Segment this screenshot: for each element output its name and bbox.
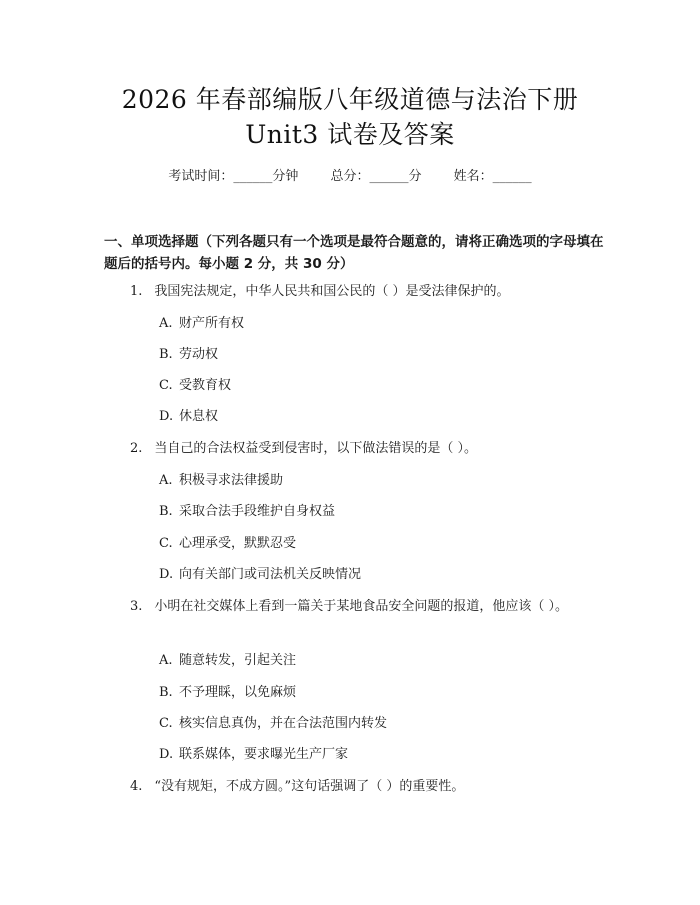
- question-number: 4.: [130, 779, 143, 794]
- option-3d: [159, 746, 348, 764]
- question-stem: 我国宪法规定，中华人民共和国公民的（ ）是受法律保护的。: [154, 284, 510, 299]
- option-text: 受教育权: [179, 378, 232, 393]
- option-text: 劳动权: [179, 347, 219, 362]
- exam-info-row: [0, 168, 700, 186]
- question-number: 2.: [130, 441, 143, 456]
- option-text: 积极寻求法律援助: [179, 473, 284, 488]
- option-text: 向有关部门或司法机关反映情况: [179, 567, 362, 582]
- option-letter: B.: [159, 685, 173, 700]
- option-letter: A.: [159, 653, 173, 668]
- option-letter: B.: [159, 504, 173, 519]
- option-letter: A.: [159, 473, 173, 488]
- option-3c: [159, 715, 387, 733]
- option-text: 心理承受，默默忍受: [179, 536, 297, 551]
- student-name-field: 姓名：______: [453, 169, 532, 184]
- option-text: 不予理睬，以免麻烦: [179, 685, 297, 700]
- question-number: 1.: [130, 284, 143, 299]
- option-2a: [159, 472, 283, 490]
- option-letter: B.: [159, 347, 173, 362]
- question-number: 3.: [130, 599, 143, 614]
- option-1b: [159, 346, 218, 364]
- question-2: [104, 438, 609, 460]
- option-letter: D.: [159, 567, 174, 582]
- option-text: 财产所有权: [179, 316, 245, 331]
- section-heading: 一、单项选择题（下列各题只有一个选项是最符合题意的，请将正确选项的字母填在题后的括号内。每小题 2 分，共 30 分）: [104, 234, 604, 272]
- option-1d: [159, 408, 218, 426]
- option-2d: [159, 566, 361, 584]
- option-2c: [159, 535, 296, 553]
- question-stem: 小明在社交媒体上看到一篇关于某地食品安全问题的报道，他应该（ ）。: [154, 599, 569, 614]
- option-text: 联系媒体，要求曝光生产厂家: [179, 747, 349, 762]
- question-1: [104, 281, 609, 303]
- exam-title-line2: Unit3 试卷及答案: [245, 120, 455, 149]
- option-letter: A.: [159, 316, 173, 331]
- option-2b: [159, 503, 335, 521]
- option-text: 休息权: [179, 409, 219, 424]
- question-stem: “没有规矩，不成方圆。”这句话强调了（ ）的重要性。: [154, 779, 465, 794]
- option-letter: C.: [159, 378, 173, 393]
- option-letter: D.: [159, 409, 174, 424]
- option-letter: D.: [159, 747, 174, 762]
- question-stem: 当自己的合法权益受到侵害时，以下做法错误的是（ ）。: [154, 441, 478, 456]
- option-1a: [159, 315, 244, 333]
- exam-title-line1: 2026 年春部编版八年级道德与法治下册: [121, 85, 579, 114]
- question-3: [104, 596, 609, 618]
- option-3b: [159, 684, 296, 702]
- question-4: [104, 776, 609, 798]
- option-text: 随意转发，引起关注: [179, 653, 297, 668]
- total-score-field: 总分：______分: [330, 169, 422, 184]
- exam-time-field: 考试时间：______分钟: [168, 169, 299, 184]
- option-1c: [159, 377, 231, 395]
- option-text: 核实信息真伪，并在合法范围内转发: [179, 716, 388, 731]
- option-3a: [159, 652, 296, 670]
- option-letter: C.: [159, 716, 173, 731]
- option-text: 采取合法手段维护自身权益: [179, 504, 336, 519]
- option-letter: C.: [159, 536, 173, 551]
